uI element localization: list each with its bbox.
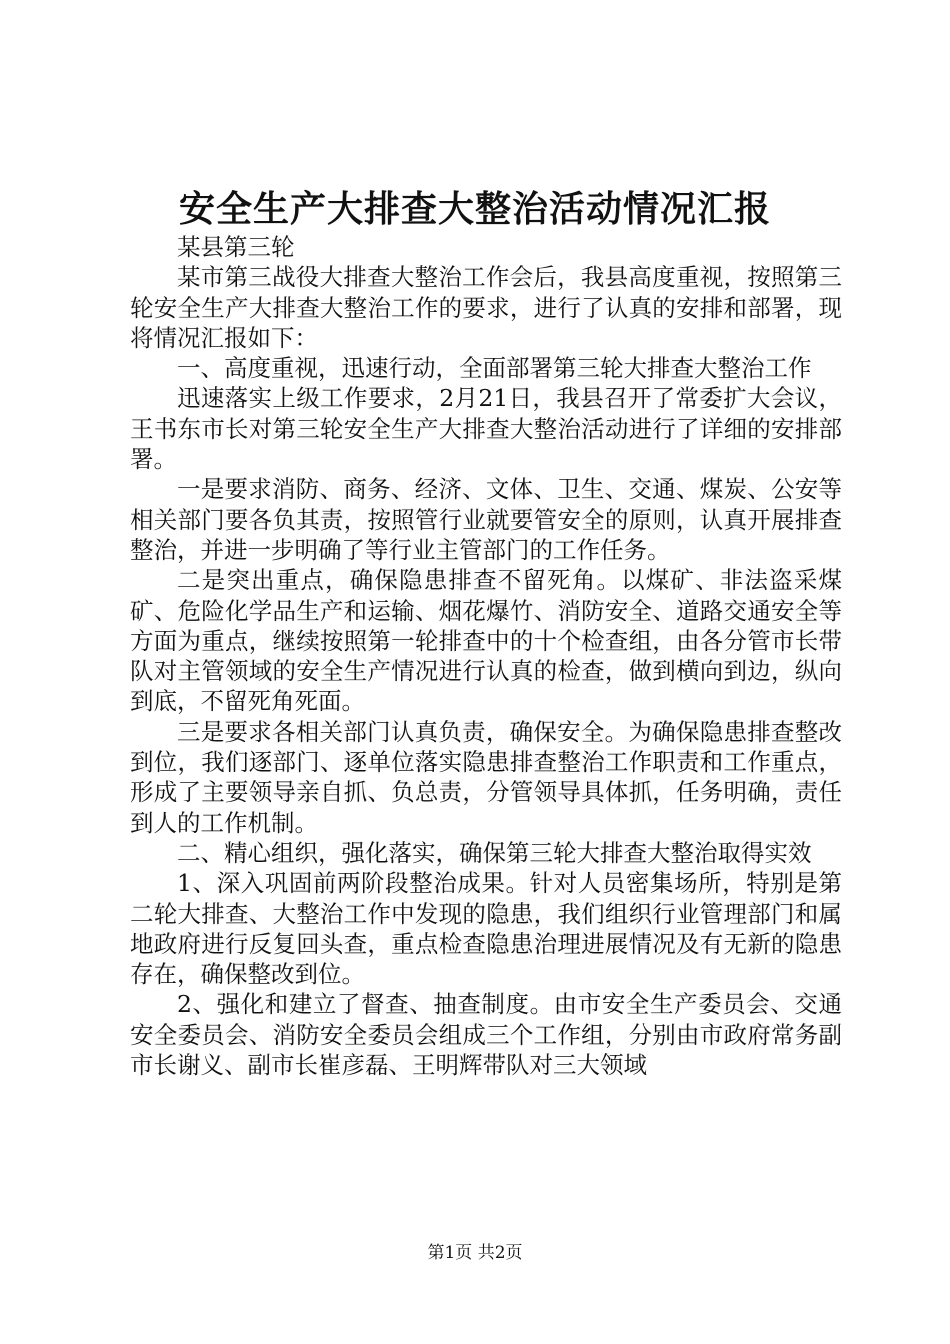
document-title: 安全生产大排查大整治活动情况汇报 — [178, 188, 771, 230]
paragraph: 二是突出重点，确保隐患排查不留死角。以煤矿、非法盗采煤矿、危险化学品生产和运输、烟花爆竹、消防安全、道路交通安全等方面为重点，继续按照第一轮排查中的十个检查组，由各分管市长带队对主管领域的安全生产情况进行认真的检查，做到横向到边，纵向到底，不留死角死面。 — [130, 566, 842, 716]
paragraph: 三是要求各相关部门认真负责，确保安全。为确保隐患排查整改到位，我们逐部门、逐单位落实隐患排查整治工作职责和工作重点，形成了主要领导亲自抓、负总责，分管领导具体抓，任务明确，责任到人的工作机制。 — [130, 717, 842, 837]
page-footer: 第1页 共2页 — [427, 1243, 523, 1263]
paragraph: 1、深入巩固前两阶段整治成果。针对人员密集场所，特别是第二轮大排查、大整治工作中发现的隐患，我们组织行业管理部门和属地政府进行反复回头查，重点检查隐患治理进展情况及有无新的隐患存在，确保整改到位。 — [130, 869, 842, 989]
section-heading-1: 一、高度重视，迅速行动，全面部署第三轮大排查大整治工作 — [177, 354, 812, 383]
document-body — [130, 232, 842, 1080]
paragraph: 2、强化和建立了督查、抽查制度。由市安全生产委员会、交通安全委员会、消防安全委员会组成三个工作组，分别由市政府常务副市长谢义、副市长崔彦磊、王明辉带队对三大领域 — [130, 990, 842, 1080]
paragraph: 迅速落实上级工作要求，2月21日，我县召开了常委扩大会议，王书东市长对第三轮安全生产大排查大整治活动进行了详细的安排部署。 — [130, 384, 842, 474]
paragraph: 一是要求消防、商务、经济、文体、卫生、交通、煤炭、公安等相关部门要各负其责，按照管行业就要管安全的原则，认真开展排查整治，并进一步明确了等行业主管部门的工作任务。 — [130, 475, 842, 564]
paragraph-author: 某县第三轮 — [177, 233, 295, 261]
paragraph-intro: 某市第三战役大排查大整治工作会后，我县高度重视，按照第三轮安全生产大排查大整治工作的要求，进行了认真的安排和部署，现将情况汇报如下： — [130, 263, 842, 352]
section-heading-2: 二、精心组织，强化落实，确保第三轮大排查大整治取得实效 — [177, 838, 812, 867]
